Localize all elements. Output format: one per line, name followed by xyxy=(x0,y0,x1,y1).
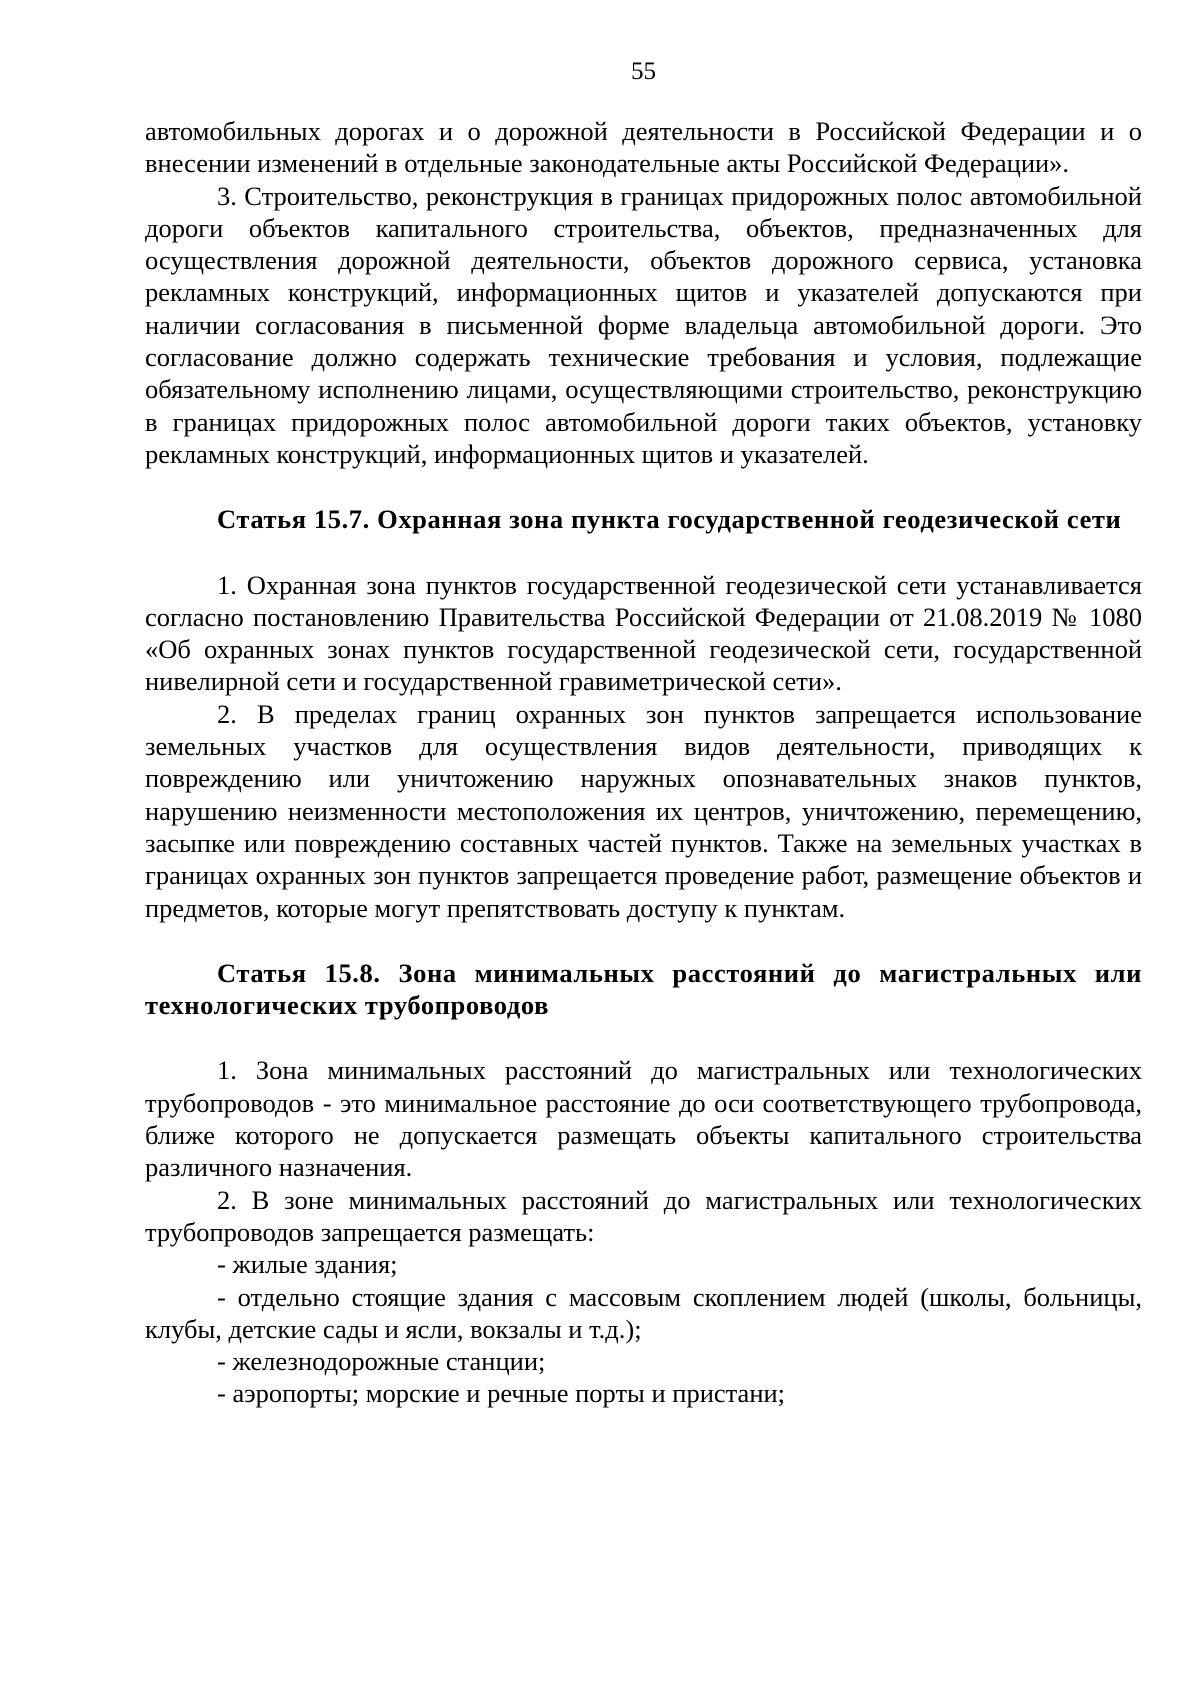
article-15-8-item-2: 2. В зоне минимальных расстояний до магистральных или технологических трубопроводов запрещается размещать: xyxy=(145,1184,1142,1247)
list-item-railway-stations: - железнодорожные станции; xyxy=(217,1346,546,1377)
paragraph-item-3: 3. Строительство, реконструкция в границах придорожных полос автомобильной дороги объектов капитального строительства, объектов, предназначенных для осуществления дорожной деятельности, объектов дорожного сервиса, установка рекламных конструкций, информационных щитов и указателей допускаются при наличии согласования в письменной форме владельца автомобильной дороги. Это согласование должно содержать технические требования и условия, подлежащие обязательному исполнению лицами, осуществляющими строительство, реконструкцию в границах придорожных полос автомобильной дороги таких объектов, установку рекламных конструкций, информационных щитов и указателей. xyxy=(145,180,1142,469)
page-number: 55 xyxy=(631,58,656,85)
article-15-7-item-1: 1. Охранная зона пунктов государственной геодезической сети устанавливается согласно постановлению Правительства Российской Федерации от 21.08.2019 № 1080 «Об охранных зонах пунктов государственной геодезической сети, государственной нивелирной сети и государственной гравиметрической сети». xyxy=(145,569,1142,697)
article-15-8-item-1: 1. Зона минимальных расстояний до магистральных или технологических трубопроводов - это минимальное расстояние до оси соответствующего трубопровода, ближе которого не допускается размещать объекты капитального строительства различного назначения. xyxy=(145,1055,1142,1183)
list-item-airports-ports: - аэропорты; морские и речные порты и пристани; xyxy=(217,1378,786,1409)
article-15-7-item-2: 2. В пределах границ охранных зон пунктов запрещается использование земельных участков для осуществления видов деятельности, приводящих к повреждению или уничтожению наружных опознавательных знаков пунктов, нарушению неизменности местоположения их центров, уничтожению, перемещению, засыпке или повреждению составных частей пунктов. Также на земельных участках в границах охранных зон пунктов запрещается проведение работ, размещение объектов и предметов, которые могут препятствовать доступу к пунктам. xyxy=(145,698,1142,923)
list-item-residential-buildings: - жилые здания; xyxy=(217,1249,398,1280)
article-15-7-heading: Статья 15.7. Охранная зона пункта государственной геодезической сети xyxy=(217,504,1122,535)
paragraph-intro-continuation: автомобильных дорогах и о дорожной деятельности в Российской Федерации и о внесении изменений в отдельные законодательные акты Российской Федерации». xyxy=(145,116,1142,179)
article-15-8-heading: Статья 15.8. Зона минимальных расстояний до магистральных или технологических трубопроводов xyxy=(145,957,1142,1021)
document-body xyxy=(145,115,1142,1410)
list-item-public-buildings: - отдельно стоящие здания с массовым скоплением людей (школы, больницы, клубы, детские сады и ясли, вокзалы и т.д.); xyxy=(145,1281,1142,1344)
